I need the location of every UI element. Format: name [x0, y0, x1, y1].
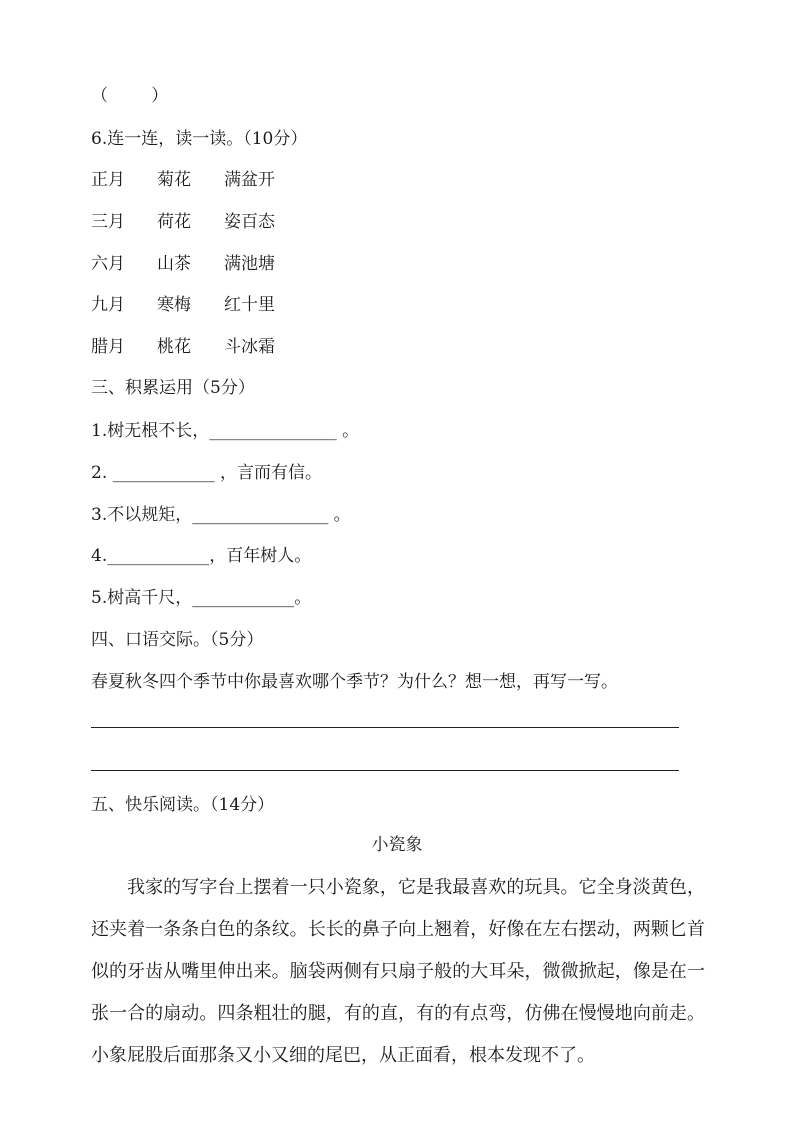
- matching-row: [91, 168, 351, 192]
- fill-in-item: 3.不以规矩，________________ 。: [91, 505, 351, 525]
- section-4-heading: 四、口语交际。（5分）: [91, 630, 264, 650]
- flower-label: 寒梅: [157, 295, 191, 315]
- phrase-label: 斗冰霜: [224, 337, 275, 357]
- section-3-heading: 三、积累运用（5分）: [91, 378, 255, 398]
- passage-paragraph: 我家的写字台上摆着一只小瓷象，它是我最喜欢的玩具。它全身淡黄色，还夹着一条条白色的条纹。长长的鼻子向上翘着，好像在左右摆动，两颗匕首似的牙齿从嘴里伸出来。脑袋两侧有只扇子般的大耳朵，微微掀起，像是在一张一合的扇动。四条粗壮的腿，有的直，有的有点弯，仿佛在慢慢地向前走。小象屁股后面那条又小又细的尾巴，从正面看，根本发现不了。: [91, 877, 705, 1066]
- matching-row: [91, 293, 351, 317]
- phrase-label: 满盆开: [224, 170, 275, 190]
- phrase-label: 姿百态: [224, 212, 275, 232]
- fill-in-item: 5.树高千尺，____________。: [91, 588, 312, 608]
- month-label: 正月: [91, 170, 125, 190]
- month-label: 三月: [91, 212, 125, 232]
- fill-in-item: 1.树无根不长，_______________ 。: [91, 421, 360, 441]
- month-label: 九月: [91, 295, 125, 315]
- matching-row: [91, 252, 351, 276]
- answer-line: [91, 770, 679, 771]
- section-4-prompt: 春夏秋冬四个季节中你最喜欢哪个季节？为什么？想一想，再写一写。: [91, 672, 618, 692]
- fill-in-item: 2. ____________ ，言而有信。: [91, 463, 323, 483]
- answer-line: [91, 727, 679, 728]
- month-label: 腊月: [91, 337, 125, 357]
- month-label: 六月: [91, 254, 125, 274]
- matching-row: [91, 335, 351, 359]
- passage-title: 小瓷象: [371, 835, 423, 855]
- flower-label: 桃花: [157, 337, 191, 357]
- phrase-label: 红十里: [224, 295, 275, 315]
- matching-row: [91, 210, 351, 234]
- phrase-label: 满池塘: [224, 254, 275, 274]
- question-6-heading: 6.连一连，读一读。（10分）: [91, 129, 308, 149]
- flower-label: 山茶: [157, 254, 191, 274]
- flower-label: 菊花: [157, 170, 191, 190]
- flower-label: 荷花: [157, 212, 191, 232]
- section-5-heading: 五、快乐阅读。（14分）: [91, 795, 275, 815]
- fill-in-item: 4.____________，百年树人。: [91, 546, 312, 566]
- answer-bracket: （ ）: [91, 86, 169, 106]
